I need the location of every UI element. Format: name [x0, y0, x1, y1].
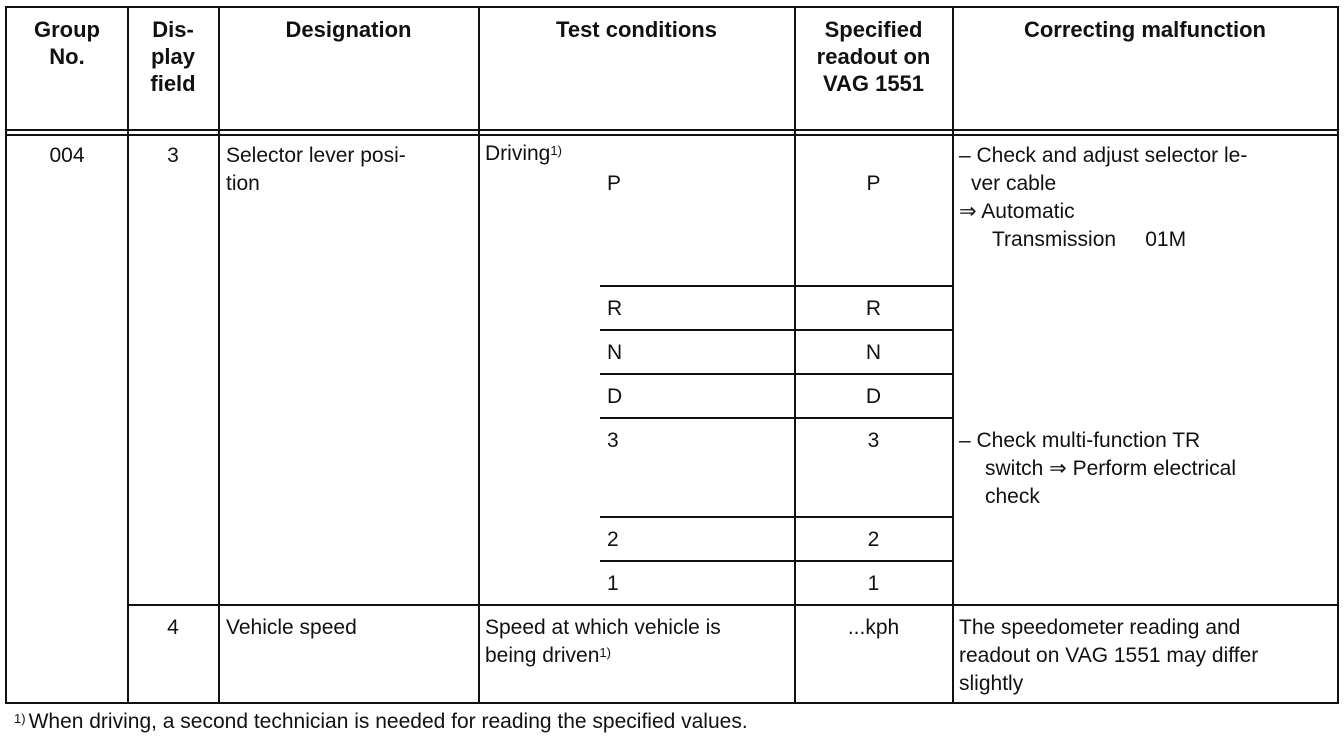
row-divider [600, 285, 953, 287]
footnote: $^{1)}$ When driving, a second technician is needed for reading the specified values. [14, 710, 748, 733]
header-test-conditions: Test conditions [556, 17, 717, 42]
position-readout-r: R [865, 297, 882, 320]
position-test-r: R [607, 297, 623, 320]
column-divider [952, 6, 954, 703]
row-divider [600, 373, 953, 375]
position-readout-n: N [865, 341, 882, 364]
table-bottom-border [5, 702, 1339, 704]
position-readout-p: P [866, 172, 881, 195]
display-field-number: 4 [167, 616, 179, 639]
position-readout-2: 2 [867, 528, 880, 551]
column-divider [127, 6, 129, 703]
position-test-p: P [607, 172, 622, 195]
header-designation: Designation [285, 17, 412, 42]
correction-speedometer: The speedometer reading and readout on VAG 1551 may differ slightly [959, 616, 1259, 695]
display-field-number: 3 [167, 144, 179, 167]
position-test-n: N [607, 341, 623, 364]
row-divider [600, 516, 953, 518]
group-number: 004 [49, 144, 85, 167]
row-divider [127, 604, 1339, 606]
header-group-no: Group No. [34, 17, 100, 69]
header-specified-readout: Specified readout on VAG 1551 [816, 17, 931, 96]
footnote-marker: 1) [550, 143, 562, 158]
column-divider [218, 6, 220, 703]
correction-selector-cable: – Check and adjust selector le- ver cable ⇒ Automatic Transmission 01M [959, 144, 1248, 251]
position-test-2: 2 [607, 528, 619, 551]
position-test-3: 3 [607, 429, 619, 452]
position-test-1: 1 [607, 572, 619, 595]
speed-readout: ...kph [847, 616, 900, 639]
correction-tr-switch: – Check multi-function TR switch ⇒ Perform electrical check [959, 429, 1236, 508]
designation-cell: Selector lever posi- tion [226, 144, 406, 195]
table-right-border [1337, 6, 1339, 703]
test-condition-driving: Driving$^{1)}$ [485, 142, 562, 165]
position-readout-1: 1 [867, 572, 880, 595]
position-test-d: D [607, 385, 623, 408]
footnote-marker: 1) [599, 645, 611, 660]
header-display-field: Dis- play field [150, 17, 196, 96]
header-correcting-malfunction: Correcting malfunction [1023, 17, 1266, 42]
test-condition-speed: Speed at which vehicle is being driven$^{1)}$ [485, 616, 721, 667]
footnote-marker: 1) [14, 711, 26, 726]
table-left-border [5, 6, 7, 703]
position-readout-d: D [865, 385, 882, 408]
row-divider [600, 329, 953, 331]
header-separator-2 [5, 134, 1339, 136]
row-divider [600, 560, 953, 562]
row-divider [600, 417, 953, 419]
header-separator [5, 129, 1339, 131]
table-top-border [5, 6, 1339, 8]
column-divider [478, 6, 480, 703]
designation-cell: Vehicle speed [226, 616, 357, 639]
position-readout-3: 3 [867, 429, 880, 452]
